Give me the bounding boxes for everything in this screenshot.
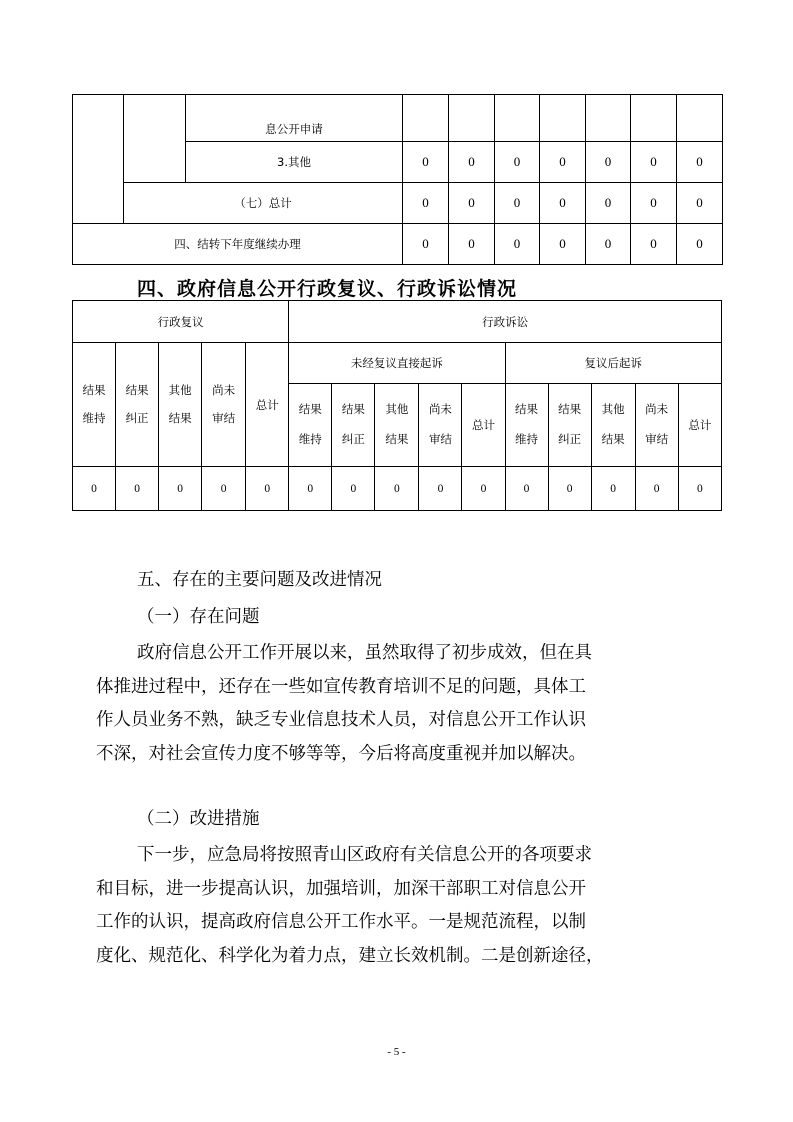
- problems-paragraph: [96, 637, 696, 771]
- subsection-1-heading: （一）存在问题: [137, 607, 260, 627]
- blank-cell: [73, 95, 124, 224]
- cell-value: 0: [495, 224, 540, 265]
- cell-value: 0: [540, 183, 586, 224]
- cell-value: 0: [591, 467, 635, 511]
- cell-value: 0: [495, 142, 540, 183]
- cell-value: 0: [677, 224, 723, 265]
- section-5-heading: 五、存在的主要问题及改进情况: [137, 570, 382, 590]
- col-header: 结果 纠正: [116, 343, 159, 467]
- cell-value: 0: [375, 467, 419, 511]
- litigation-header: 行政诉讼: [289, 301, 722, 343]
- paragraph-line: 工作的认识，提高政府信息公开工作水平。一是规范流程，以制: [96, 912, 586, 932]
- cell-value: 0: [548, 467, 591, 511]
- cell-value: 0: [540, 142, 586, 183]
- col-header: 总计: [462, 384, 505, 467]
- section-4-heading: 四、政府信息公开行政复议、行政诉讼情况: [137, 278, 518, 300]
- cell-value: 0: [462, 467, 505, 511]
- direct-suit-header: 未经复议直接起诉: [289, 343, 505, 384]
- cell-value: 0: [159, 467, 202, 511]
- paragraph-line: 政府信息公开工作开展以来，虽然取得了初步成效，但在具: [137, 643, 592, 663]
- paragraph-line: 作人员业务不熟，缺乏专业信息技术人员，对信息公开工作认识: [96, 710, 586, 730]
- col-header: 结果 维持: [73, 343, 116, 467]
- row-label: 3.其他: [186, 142, 403, 183]
- cell-value: 0: [540, 224, 586, 265]
- paragraph-line: 下一步，应急局将按照青山区政府有关信息公开的各项要求: [137, 845, 592, 865]
- cell-value: 0: [631, 142, 677, 183]
- cell-value: 0: [586, 224, 631, 265]
- col-header: 其他 结果: [159, 343, 202, 467]
- cell-value: 0: [403, 224, 449, 265]
- cell-value: 0: [677, 183, 723, 224]
- cell-value: 0: [202, 467, 246, 511]
- paragraph-line: 和目标，进一步提高认识，加强培训，加深干部职工对信息公开: [96, 878, 586, 899]
- cell-value: 0: [116, 467, 159, 511]
- cell-value: 0: [505, 467, 548, 511]
- measures-paragraph: [96, 839, 696, 973]
- cell-value: 0: [449, 183, 495, 224]
- row-label: （七）总计: [124, 183, 403, 224]
- subsection-2-heading: （二）改进措施: [137, 809, 260, 829]
- col-header: 总计: [246, 343, 289, 467]
- paragraph-line: 度化、规范化、科学化为着力点，建立长效机制。二是创新途径，: [96, 945, 604, 966]
- blank-cell: [124, 95, 186, 183]
- after-review-header: 复议后起诉: [505, 343, 721, 384]
- col-header: 总计: [678, 384, 721, 467]
- cell-value: 0: [586, 142, 631, 183]
- page-number: - 5 -: [387, 1046, 406, 1058]
- cell-value: 0: [495, 183, 540, 224]
- cell-value: 0: [449, 142, 495, 183]
- cell-value: 0: [635, 467, 678, 511]
- cell-value: 0: [449, 224, 495, 265]
- paragraph-line: 不深，对社会宣传力度不够等等，今后将高度重视并加以解决。: [96, 743, 586, 764]
- cell-value: 0: [403, 142, 449, 183]
- review-header: 行政复议: [73, 301, 289, 343]
- col-header: 结果 维持: [289, 384, 332, 467]
- cell-value: 0: [419, 467, 462, 511]
- cell-value: 0: [631, 224, 677, 265]
- cell-value: 0: [586, 183, 631, 224]
- cell-value: 0: [73, 467, 116, 511]
- cell-value: 0: [289, 467, 332, 511]
- cell-value: 0: [677, 142, 723, 183]
- col-header: 尚未 审结: [635, 384, 678, 467]
- row-label: 息公开申请: [186, 95, 403, 142]
- review-litigation-table: [72, 300, 722, 511]
- col-header: 尚未 审结: [419, 384, 462, 467]
- col-header: 尚未 审结: [202, 343, 246, 467]
- col-header: 结果 维持: [505, 384, 548, 467]
- application-results-table: [72, 94, 723, 265]
- col-header: 结果 纠正: [332, 384, 375, 467]
- col-header: 结果 纠正: [548, 384, 591, 467]
- paragraph-line: 体推进过程中，还存在一些如宣传教育培训不足的问题，具体工: [96, 676, 586, 697]
- col-header: 其他 结果: [591, 384, 635, 467]
- col-header: 其他 结果: [375, 384, 419, 467]
- cell-value: 0: [631, 183, 677, 224]
- cell-value: 0: [332, 467, 375, 511]
- row-label: 四、结转下年度继续办理: [73, 224, 403, 265]
- cell-value: 0: [246, 467, 289, 511]
- cell-value: 0: [678, 467, 721, 511]
- cell-value: 0: [403, 183, 449, 224]
